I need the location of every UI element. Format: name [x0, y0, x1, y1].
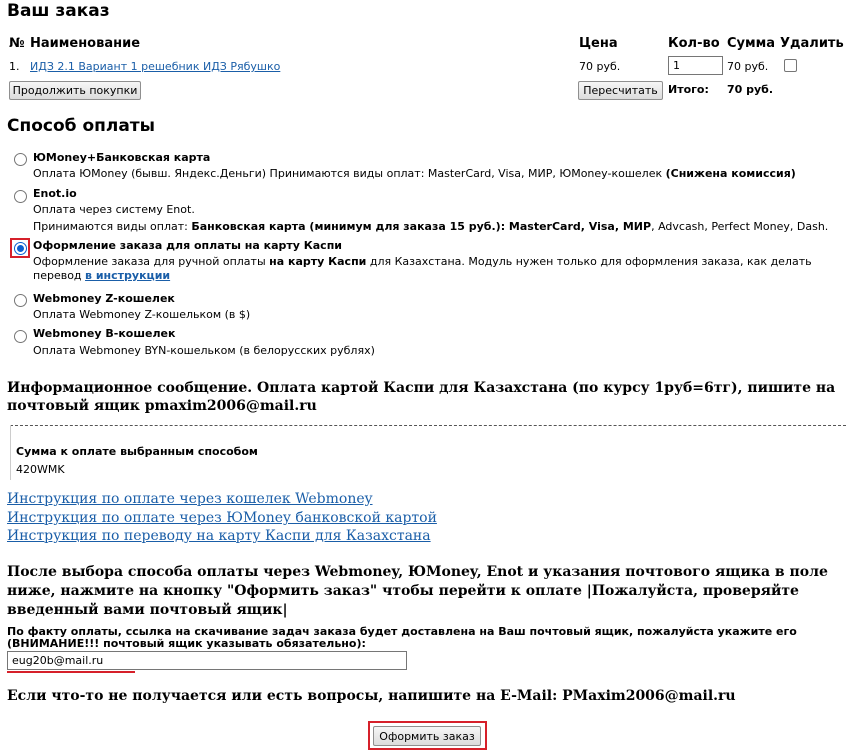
col-header-delete: Удалить	[780, 36, 844, 51]
col-header-qty: Кол-во	[668, 36, 720, 51]
payment-option-yumoney-desc: Оплата ЮMoney (бывш. Яндекс.Деньги) Принимаются виды оплат: MasterCard, Visa, МИР, ЮMoney-кошелек (Снижена комиссия)	[33, 167, 796, 180]
instruction-link-kaspi[interactable]: Инструкция по переводу на карту Каспи для Казахстана	[7, 528, 431, 544]
col-header-num: №	[9, 36, 25, 51]
item-name-link[interactable]: ИДЗ 2.1 Вариант 1 решебник ИДЗ Рябушко	[30, 60, 281, 73]
payment-option-kaspi-title: Оформление заказа для оплаты на карту Каспи	[33, 239, 343, 252]
payment-option-kaspi-desc: Оформление заказа для ручной оплаты на карту Каспи для Казахстана. Модуль нужен только для оформления заказа, как делать перевод в инструкции	[33, 255, 812, 282]
submit-order-button[interactable]: Оформить заказ	[373, 726, 481, 746]
amount-label: Сумма к оплате выбранным способом	[16, 445, 258, 458]
item-price: 70 руб.	[579, 60, 621, 73]
instruction-link-webmoney[interactable]: Инструкция по оплате через кошелек Webmoney	[7, 491, 373, 507]
continue-shopping-button[interactable]: Продолжить покупки	[9, 81, 141, 100]
payment-option-webmoney-z-title: Webmoney Z-кошелек	[33, 292, 175, 305]
payment-radio-enot[interactable]	[14, 190, 27, 203]
total-label: Итого:	[668, 83, 709, 96]
instruction-link-yumoney[interactable]: Инструкция по оплате через ЮMoney банковской картой	[7, 510, 437, 526]
page-title: Ваш заказ	[7, 1, 110, 21]
after-payment-note: После выбора способа оплаты через Webmoney, ЮMoney, Enot и указания почтового ящика в поле ниже, нажмите на кнопку "Оформить заказ" чтобы перейти к оплате |Пожалуйста, проверяйте введенный вами почтовый ящик|	[7, 564, 828, 618]
col-header-name: Наименование	[30, 36, 141, 51]
payment-option-webmoney-b-title: Webmoney B-кошелек	[33, 327, 176, 340]
payment-option-enot-title: Enot.io	[33, 187, 77, 200]
amount-box-border	[10, 425, 11, 480]
payment-radio-webmoney-z[interactable]	[14, 294, 27, 307]
email-underline-highlight	[7, 671, 135, 673]
divider	[10, 425, 846, 426]
recalculate-button[interactable]: Пересчитать	[578, 81, 663, 100]
payment-radio-webmoney-b[interactable]	[14, 330, 27, 343]
item-sum: 70 руб.	[727, 60, 769, 73]
payment-method-heading: Способ оплаты	[7, 116, 156, 136]
payment-option-enot-desc2: Принимаются виды оплат: Банковская карта (минимум для заказа 15 руб.): MasterCard, Visa, МИР, Advcash, Perfect Money, Dash.	[33, 220, 829, 233]
info-message: Информационное сообщение. Оплата картой Каспи для Казахстана (по курсу 1руб=6тг), пишите на почтовый ящик pmaxim2006@mail.ru	[7, 380, 836, 414]
item-number: 1.	[9, 60, 20, 73]
payment-radio-yumoney[interactable]	[14, 153, 27, 166]
kaspi-instruction-link[interactable]: в инструкции	[85, 269, 171, 282]
col-header-sum: Сумма	[727, 36, 776, 51]
payment-radio-kaspi[interactable]	[14, 242, 27, 255]
email-note	[7, 626, 847, 650]
col-header-price: Цена	[579, 36, 618, 51]
email-note-line1: По факту оплаты, ссылка на скачивание задач заказа будет доставлена на Ваш почтовый ящик, пожалуйста укажите его	[7, 625, 797, 638]
payment-option-enot-desc: Оплата через систему Enot.	[33, 203, 195, 216]
email-note-line2: (ВНИМАНИЕ!!! почтовый ящик указывать обязательно):	[7, 637, 366, 650]
total-value: 70 руб.	[727, 83, 774, 96]
quantity-input[interactable]	[668, 56, 723, 75]
delete-checkbox[interactable]	[784, 59, 797, 72]
amount-value: 420WMK	[16, 463, 65, 476]
payment-option-webmoney-z-desc: Оплата Webmoney Z-кошельком (в $)	[33, 308, 251, 321]
contact-note: Если что-то не получается или есть вопросы, напишите на E-Mail: PMaxim2006@mail.ru	[7, 688, 736, 704]
payment-option-yumoney-title: ЮMoney+Банковская карта	[33, 151, 211, 164]
payment-option-webmoney-b-desc: Оплата Webmoney BYN-кошельком (в белорусских рублях)	[33, 344, 375, 357]
email-input[interactable]	[7, 651, 407, 670]
